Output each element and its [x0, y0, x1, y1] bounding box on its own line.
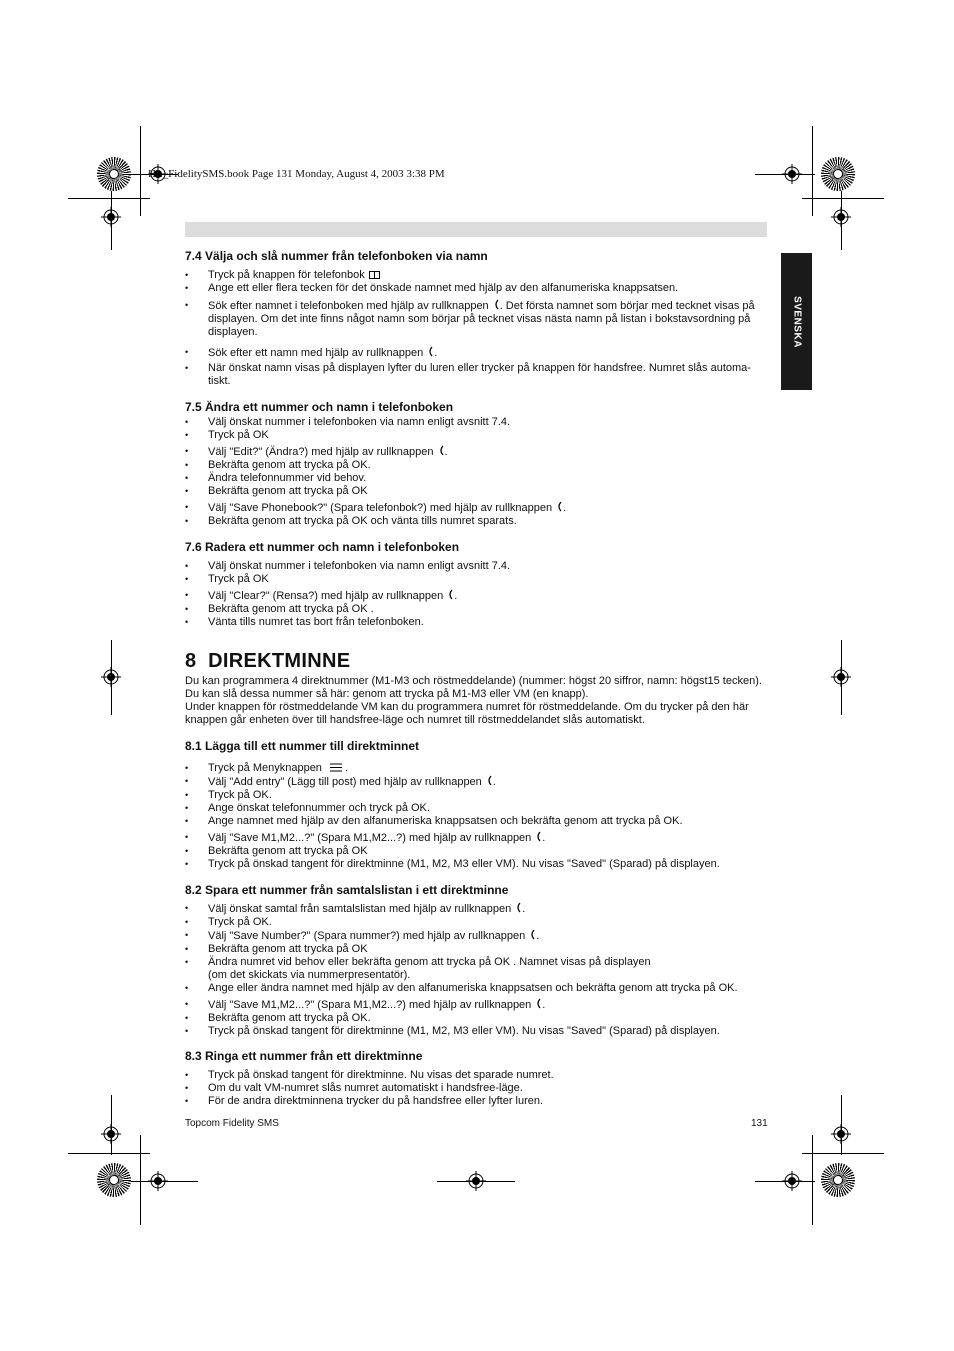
- section-8-3-title: 8.3 Ringa ett nummer från ett direktminne: [185, 1049, 423, 1063]
- list-item: • Bekräfta genom att trycka på OK.: [185, 1012, 767, 1025]
- list-item: • Tryck på Menyknappen .: [185, 762, 767, 775]
- list-item: • Välj "Clear?" (Rensa?) med hjälp av rullknappen .: [185, 589, 767, 603]
- color-wheel-mark: [97, 157, 131, 191]
- list-item: • Ange namnet med hjälp av den alfanumeriska knappsatsen och bekräfta genom att trycka på OK.: [185, 815, 767, 828]
- header-bar: [185, 222, 767, 237]
- list-item: • Tryck på OK.: [185, 916, 767, 929]
- list-item: • Välj "Save M1,M2...?" (Spara M1,M2...?) med hjälp av rullknappen .: [185, 831, 767, 845]
- section-7-5-list: [185, 416, 767, 528]
- chapter-8-title: [185, 650, 767, 672]
- section-8-1-list: [185, 762, 767, 871]
- list-item: • Bekräfta genom att trycka på OK och vänta tills numret sparats.: [185, 515, 767, 528]
- page-content: [185, 250, 767, 1108]
- section-8-2-title: 8.2 Spara ett nummer från samtalslistan i ett direktminne: [185, 883, 509, 897]
- footer-page-number: 131: [751, 1118, 768, 1129]
- registration-mark: [782, 1171, 802, 1191]
- list-item: • Bekräfta genom att trycka på OK .: [185, 603, 767, 616]
- list-item: • Bekräfta genom att trycka på OK: [185, 485, 767, 498]
- scroll-key-icon: [447, 589, 454, 600]
- list-item: • Välj önskat samtal från samtalslistan med hjälp av rullknappen .: [185, 902, 767, 916]
- scroll-key-icon: [438, 445, 445, 456]
- list-item: • Välj "Save Number?" (Spara nummer?) med hjälp av rullknappen .: [185, 929, 767, 943]
- color-wheel-mark: [821, 157, 855, 191]
- section-7-4-title: 7.4 Välja och slå nummer från telefonboken via namn: [185, 249, 488, 263]
- list-item: • Tryck på önskad tangent för direktminne (M1, M2, M3 eller VM). Nu visas "Saved" (Sparad) på displayen.: [185, 1025, 767, 1038]
- list-item: • Tryck på knappen för telefonbok: [185, 269, 767, 282]
- section-8-3-list: [185, 1069, 767, 1108]
- list-item: • Vänta tills numret tas bort från telefonboken.: [185, 616, 767, 629]
- color-wheel-mark: [97, 1163, 131, 1197]
- scroll-key-icon: [556, 501, 563, 512]
- scroll-key-icon: [427, 346, 434, 357]
- list-item: • Om du valt VM-numret slås numret automatiskt i handsfree-läge.: [185, 1082, 767, 1095]
- list-item: • Välj "Save M1,M2...?" (Spara M1,M2...?) med hjälp av rullknappen .: [185, 998, 767, 1012]
- list-item: • Tryck på önskad tangent för direktminne (M1, M2, M3 eller VM). Nu visas "Saved" (Sparad) på displayen.: [185, 858, 767, 871]
- list-item: • För de andra direktminnena trycker du på handsfree eller lyfter luren.: [185, 1095, 767, 1108]
- registration-mark: [831, 207, 851, 227]
- list-item: • Ange ett eller flera tecken för det önskade namnet med hjälp av den alfanumeriska knappsatsen.: [185, 282, 767, 295]
- registration-mark: [466, 1171, 486, 1191]
- list-item: • Tryck på OK: [185, 429, 767, 442]
- list-item: • Välj "Edit?" (Ändra?) med hjälp av rullknappen .: [185, 445, 767, 459]
- language-side-tab: [781, 253, 812, 390]
- list-item: • Ange eller ändra namnet med hjälp av den alfanumeriska knappsatsen och bekräfta genom att trycka på OK.: [185, 982, 767, 995]
- intro-paragraph: Du kan programmera 4 direktnummer (M1-M3 och röstmeddelande) (nummer: högst 20 siffror, namn: högst15 tecken).: [185, 675, 762, 687]
- list-item: • Välj "Add entry" (Lägg till post) med hjälp av rullknappen .: [185, 775, 767, 789]
- scroll-key-icon: [515, 902, 522, 913]
- list-item: • Välj "Save Phonebook?" (Spara telefonbok?) med hjälp av rullknappen .: [185, 501, 767, 515]
- registration-mark: [831, 1124, 851, 1144]
- list-item: • Välj önskat nummer i telefonboken via namn enligt avsnitt 7.4.: [185, 416, 767, 429]
- chapter-8-intro: [185, 675, 767, 727]
- registration-mark: [101, 207, 121, 227]
- menu-key-icon: [330, 763, 342, 772]
- list-item: • Tryck på önskad tangent för direktminne. Nu visas det sparade numret.: [185, 1069, 767, 1082]
- chapter-number: 8: [185, 650, 197, 672]
- section-7-4-list: [185, 269, 767, 388]
- scroll-key-icon: [535, 831, 542, 842]
- scroll-key-icon: [486, 775, 493, 786]
- list-item: • Ändra numret vid behov eller bekräfta genom att trycka på OK . Namnet visas på displayen (om det skickats via nummerpresentatör).: [185, 956, 767, 982]
- intro-paragraph: Under knappen för röstmeddelande VM kan du programmera numret för röstmeddelande. Om du trycker på den här knappen går enheten över till handsfree-läge och numret till röstmeddelandet slås automatiskt.: [185, 701, 749, 726]
- intro-paragraph: Du kan slå dessa nummer så här: genom att trycka på M1-M3 eller VM (en knapp).: [185, 688, 589, 700]
- registration-mark: [101, 1124, 121, 1144]
- list-item: • Välj önskat nummer i telefonboken via namn enligt avsnitt 7.4.: [185, 560, 767, 573]
- registration-mark: [782, 164, 802, 184]
- footer-product-name: Topcom Fidelity SMS: [185, 1118, 279, 1129]
- chapter-heading: DIREKTMINNE: [208, 650, 351, 672]
- section-7-6-list: [185, 560, 767, 629]
- print-header-line: HL_FidelitySMS.book Page 131 Monday, August 4, 2003 3:38 PM: [148, 168, 445, 180]
- list-item: • Bekräfta genom att trycka på OK: [185, 943, 767, 956]
- list-item: • Bekräfta genom att trycka på OK: [185, 845, 767, 858]
- color-wheel-mark: [821, 1163, 855, 1197]
- registration-mark: [831, 667, 851, 687]
- side-tab-label: SVENSKA: [791, 295, 802, 348]
- section-8-2-list: [185, 902, 767, 1038]
- section-7-5-title: 7.5 Ändra ett nummer och namn i telefonboken: [185, 400, 454, 414]
- scroll-key-icon: [529, 929, 536, 940]
- list-item: • Ange önskat telefonnummer och tryck på OK.: [185, 802, 767, 815]
- list-item: • Tryck på OK.: [185, 789, 767, 802]
- list-item: • Tryck på OK: [185, 573, 767, 586]
- section-8-1-title: 8.1 Lägga till ett nummer till direktminnet: [185, 739, 420, 753]
- registration-mark: [101, 667, 121, 687]
- list-item: • Ändra telefonnummer vid behov.: [185, 472, 767, 485]
- scroll-key-icon: [535, 998, 542, 1009]
- scroll-key-icon: [493, 299, 500, 310]
- list-item: • Sök efter namnet i telefonboken med hjälp av rullknappen . Det första namnet som börjar med tecknet visas på displayen. Om det inte finns något namn som börjar på tecknet visas nästa namn på listan i bokstavsordning på displayen.: [185, 299, 767, 339]
- registration-mark: [148, 1171, 168, 1191]
- list-item: • Sök efter ett namn med hjälp av rullknappen .: [185, 346, 767, 360]
- section-7-6-title: 7.6 Radera ett nummer och namn i telefonboken: [185, 540, 460, 554]
- list-item: • Bekräfta genom att trycka på OK.: [185, 459, 767, 472]
- phonebook-icon: [369, 270, 380, 279]
- list-item: • När önskat namn visas på displayen lyfter du luren eller trycker på knappen för handsfree. Numret slås automa-tiskt.: [185, 362, 767, 388]
